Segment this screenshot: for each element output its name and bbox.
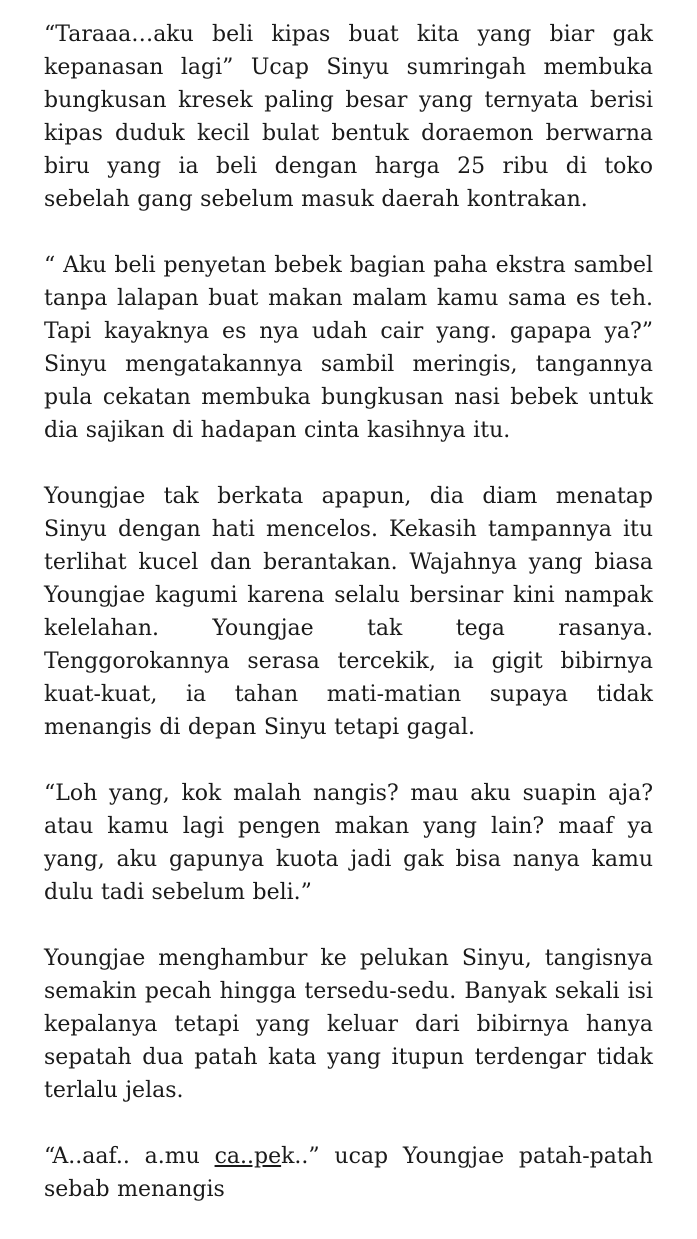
paragraph-6-start: “A..aaf.. a.mu [44, 1144, 215, 1169]
paragraph-2: “ Aku beli penyetan bebek bagian paha ekstra sambel tanpa lalapan buat makan malam kamu sama es teh. Tapi kayaknya es nya udah cair yang. gapapa ya?” Sinyu mengatakannya sambil meringis, tangannya pula cekatan membuka bungkusan nasi bebek untuk dia sajikan di hadapan cinta kasihnya itu. [44, 253, 653, 443]
document-page [44, 18, 653, 1239]
underlined-word: ca..pe [214, 1144, 282, 1169]
paragraph-4: “Loh yang, kok malah nangis? mau aku suapin aja? atau kamu lagi pengen makan yang lain? maaf ya yang, aku gapunya kuota jadi gak bisa nanya kamu dulu tadi sebelum beli.” [44, 781, 653, 905]
paragraph-5: Youngjae menghambur ke pelukan Sinyu, tangisnya semakin pecah hingga tersedu-sedu. Banyak sekali isi kepalanya tetapi yang keluar dari bibirnya hanya sepatah dua patah kata yang itupun terdengar tidak terlalu jelas. [44, 946, 653, 1103]
paragraph-1: “Taraaa…aku beli kipas buat kita yang biar gak kepanasan lagi” Ucap Sinyu sumringah membuka bungkusan kresek paling besar yang ternyata berisi kipas duduk kecil bulat bentuk doraemon berwarna biru yang ia beli dengan harga 25 ribu di toko sebelah gang sebelum masuk daerah kontrakan. [44, 22, 653, 212]
paragraph-3: Youngjae tak berkata apapun, dia diam menatap Sinyu dengan hati mencelos. Kekasih tampannya itu terlihat kucel dan berantakan. Wajahnya yang biasa Youngjae kagumi karena selalu bersinar kini nampak kelelahan. Youngjae tak tega rasanya. Tenggorokannya serasa tercekik, ia gigit bibirnya kuat-kuat, ia tahan mati-matian supaya tidak menangis di depan Sinyu tetapi gagal. [44, 484, 653, 740]
paragraph-6 [44, 1140, 653, 1206]
paragraph-6-end: k..” ucap Youngjae patah-patah sebab menangis [44, 1144, 653, 1202]
